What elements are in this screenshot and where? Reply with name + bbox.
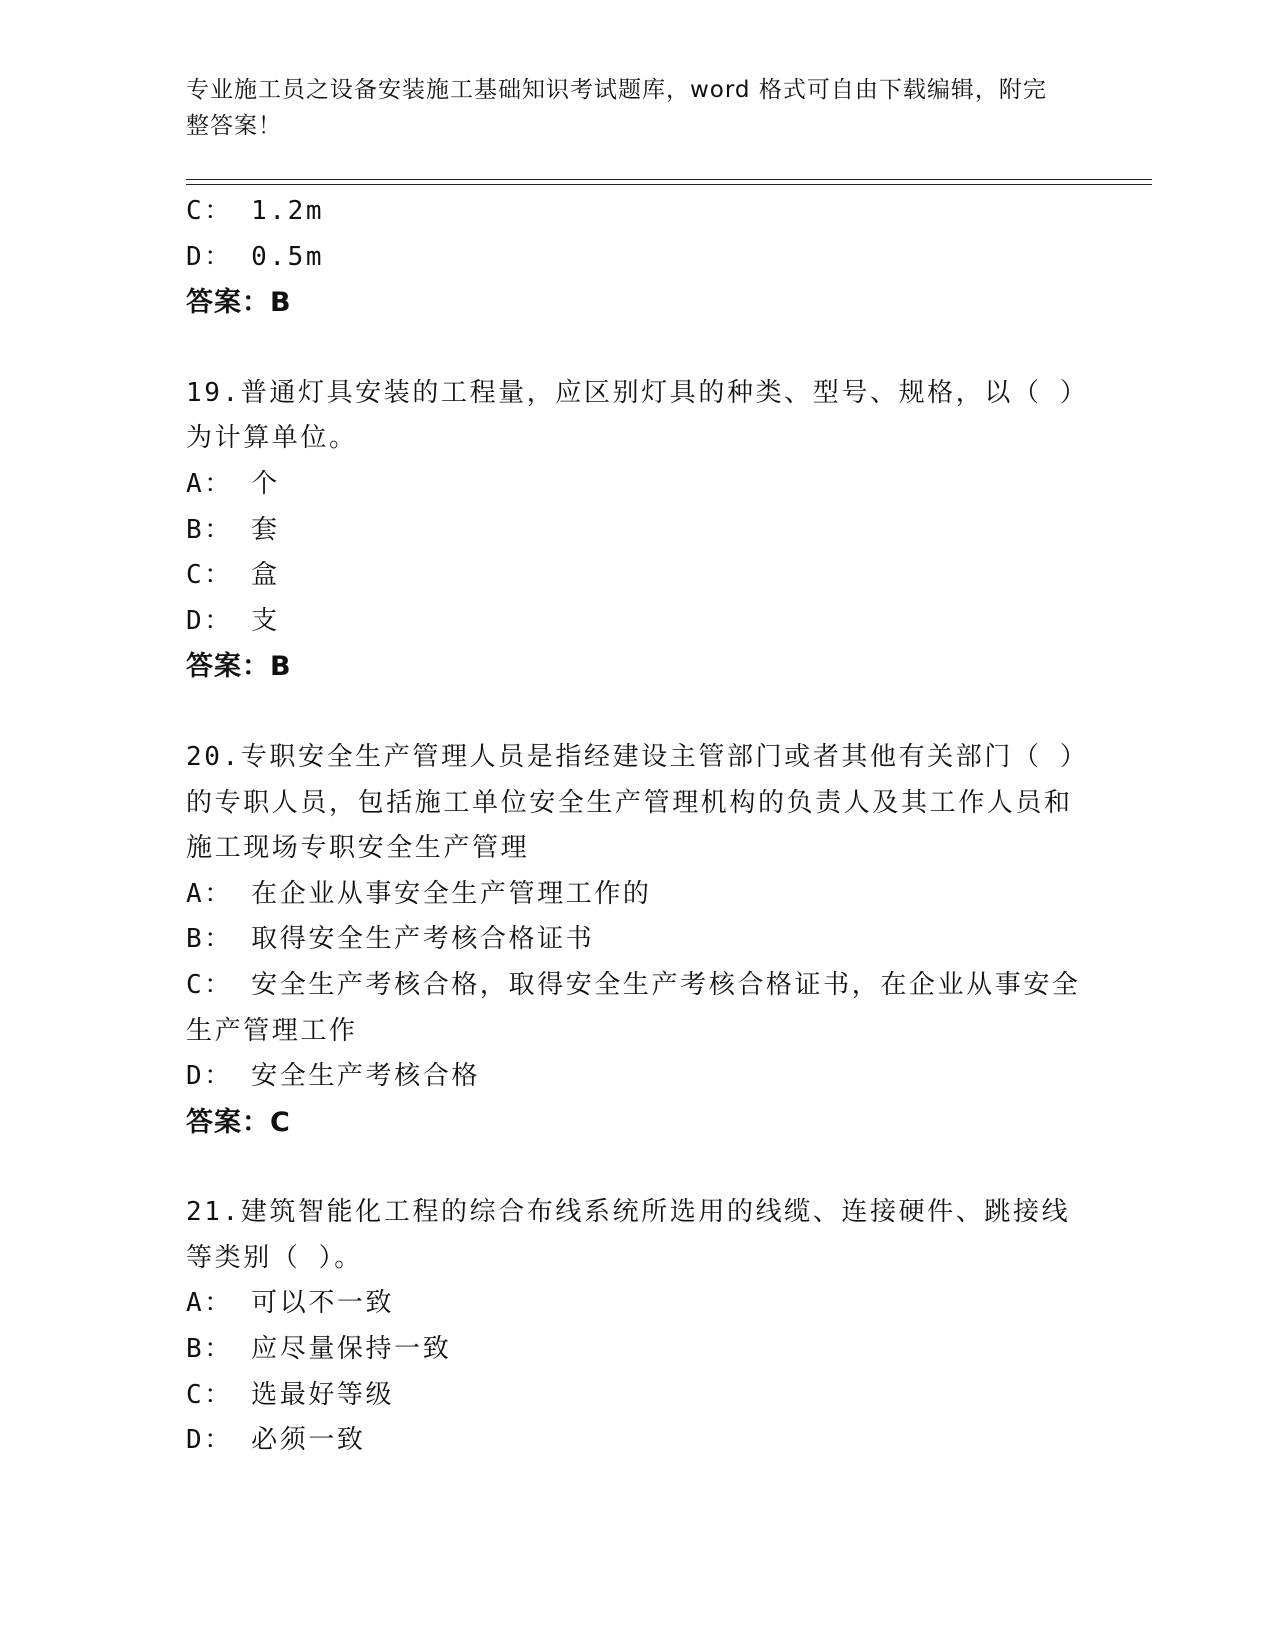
option-c: C： 安全生产考核合格，取得安全生产考核合格证书，在企业从事安全生产管理工作 <box>186 969 1081 1046</box>
question-text: 21.建筑智能化工程的综合布线系统所选用的线缆、连接硬件、跳接线等类别（ ）。 <box>186 1197 1071 1273</box>
question-19 <box>186 371 1086 690</box>
option-d: D： 支 <box>186 605 280 636</box>
option-c: C： 1.2m <box>186 196 325 226</box>
answer: 答案：B <box>186 651 292 683</box>
header-divider-bottom <box>186 184 1152 185</box>
option-a: A： 可以不一致 <box>186 1288 395 1319</box>
question-number: 20. <box>186 741 241 772</box>
option-d: D： 0.5m <box>186 241 325 272</box>
option-d: D： 必须一致 <box>186 1425 366 1456</box>
header-divider-top <box>186 179 1152 180</box>
document-header <box>186 72 1066 144</box>
question-21 <box>186 1190 1086 1464</box>
answer: 答案：C <box>186 1106 291 1138</box>
answer: 答案：B <box>186 287 292 319</box>
document-body <box>186 189 1086 1464</box>
header-title: 专业施工员之设备安装施工基础知识考试题库，word 格式可自由下载编辑，附完整答案！ <box>186 77 1047 139</box>
option-d: D： 安全生产考核合格 <box>186 1061 480 1092</box>
option-a: A： 在企业从事安全生产管理工作的 <box>186 878 652 909</box>
option-b: B： 应尽量保持一致 <box>186 1334 452 1365</box>
option-c: C： 盒 <box>186 560 280 591</box>
option-b: B： 套 <box>186 514 280 545</box>
option-b: B： 取得安全生产考核合格证书 <box>186 924 595 955</box>
option-a: A： 个 <box>186 468 280 499</box>
question-text: 20.专职安全生产管理人员是指经建设主管部门或者其他有关部门（ ）的专职人员，包括施工单位安全生产管理机构的负责人及其工作人员和施工现场专职安全生产管理 <box>186 741 1076 864</box>
prev-question <box>186 189 1086 326</box>
question-number: 19. <box>186 377 241 408</box>
question-number: 21. <box>186 1197 241 1228</box>
option-c: C： 选最好等级 <box>186 1379 395 1410</box>
question-20 <box>186 735 1086 1145</box>
question-text: 19.普通灯具安装的工程量，应区别灯具的种类、型号、规格，以（ ）为计算单位。 <box>186 377 1076 454</box>
